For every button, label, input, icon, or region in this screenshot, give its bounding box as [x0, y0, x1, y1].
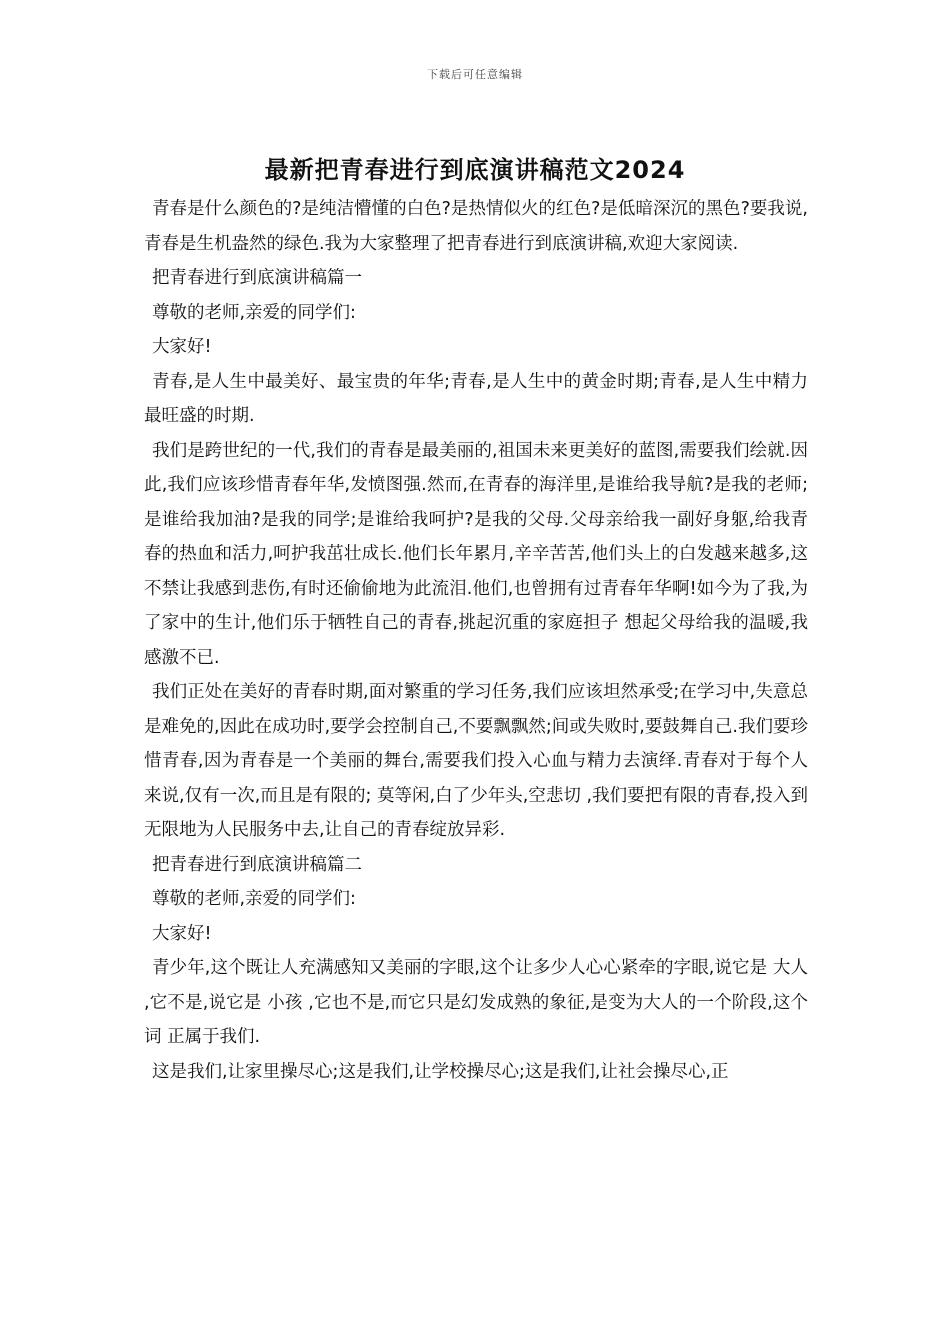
paragraph: 我们是跨世纪的一代,我们的青春是最美丽的,祖国未来更美好的蓝图,需要我们绘就.因此,我们应该珍惜青春年华,发愤图强.然而,在青春的海洋里,是谁给我导航?是我的老师;是谁给我加油?是我的同学;是谁给我呵护?是我的父母.父母亲给我一副好身躯,给我青春的热血和活力,呵护我茁壮成长.他们长年累月,辛辛苦苦,他们头上的白发越来越多,这不禁让我感到悲伤,有时还偷偷地为此流泪.他们,也曾拥有过青春年华啊!如今为了我,为了家中的生计,他们乐于牺牲自己的青春,挑起沉重的家庭担子 想起父母给我的温暖,我感激不已. [144, 440, 808, 668]
section-heading-1: 把青春进行到底演讲稿篇一 [152, 268, 362, 288]
paragraph: 青春,是人生中最美好、最宝贵的年华;青春,是人生中的黄金时期;青春,是人生中精力最旺盛的时期. [144, 371, 808, 426]
salutation: 尊敬的老师,亲爱的同学们: [152, 302, 356, 323]
salutation: 尊敬的老师,亲爱的同学们: [152, 889, 356, 909]
paragraph: 青少年,这个既让人充满感知又美丽的字眼,这个让多少人心心紧牵的字眼,说它是 大人 ,它不是,说它是 小孩 ,它也不是,而它只是幻发成熟的象征,是变为大人的一个阶段,这个 词 正属于我们. [144, 958, 808, 1047]
paragraph: 这是我们,让家里操尽心;这是我们,让学校操尽心;这是我们,让社会操尽心,正 [152, 1061, 729, 1082]
header-note: 下载后可任意编辑 [427, 68, 523, 81]
paragraph-intro: 青春是什么颜色的?是纯洁懵懂的白色?是热情似火的红色?是低暗深沉的黑色?要我说,青春是生机盎然的绿色.我为大家整理了把青春进行到底演讲稿,欢迎大家阅读. [144, 199, 808, 254]
document-body [144, 192, 808, 1089]
paragraph: 我们正处在美好的青春时期,面对繁重的学习任务,我们应该坦然承受;在学习中,失意总是难免的,因此在成功时,要学会控制自己,不要飘飘然;间或失败时,要鼓舞自己.我们要珍惜青春,因为青春是一个美丽的舞台,需要我们投入心血与精力去演绎.青春对于每个人来说,仅有一次,而且是有限的; 莫等闲,白了少年头,空悲切 ,我们要把有限的青春,投入到无限地为人民服务中去,让自己的青春绽放异彩. [144, 682, 808, 840]
section-heading-2: 把青春进行到底演讲稿篇二 [152, 854, 362, 875]
greeting: 大家好! [152, 923, 212, 944]
greeting: 大家好! [152, 337, 212, 357]
document-title: 最新把青春进行到底演讲稿范文2024 [264, 156, 686, 184]
